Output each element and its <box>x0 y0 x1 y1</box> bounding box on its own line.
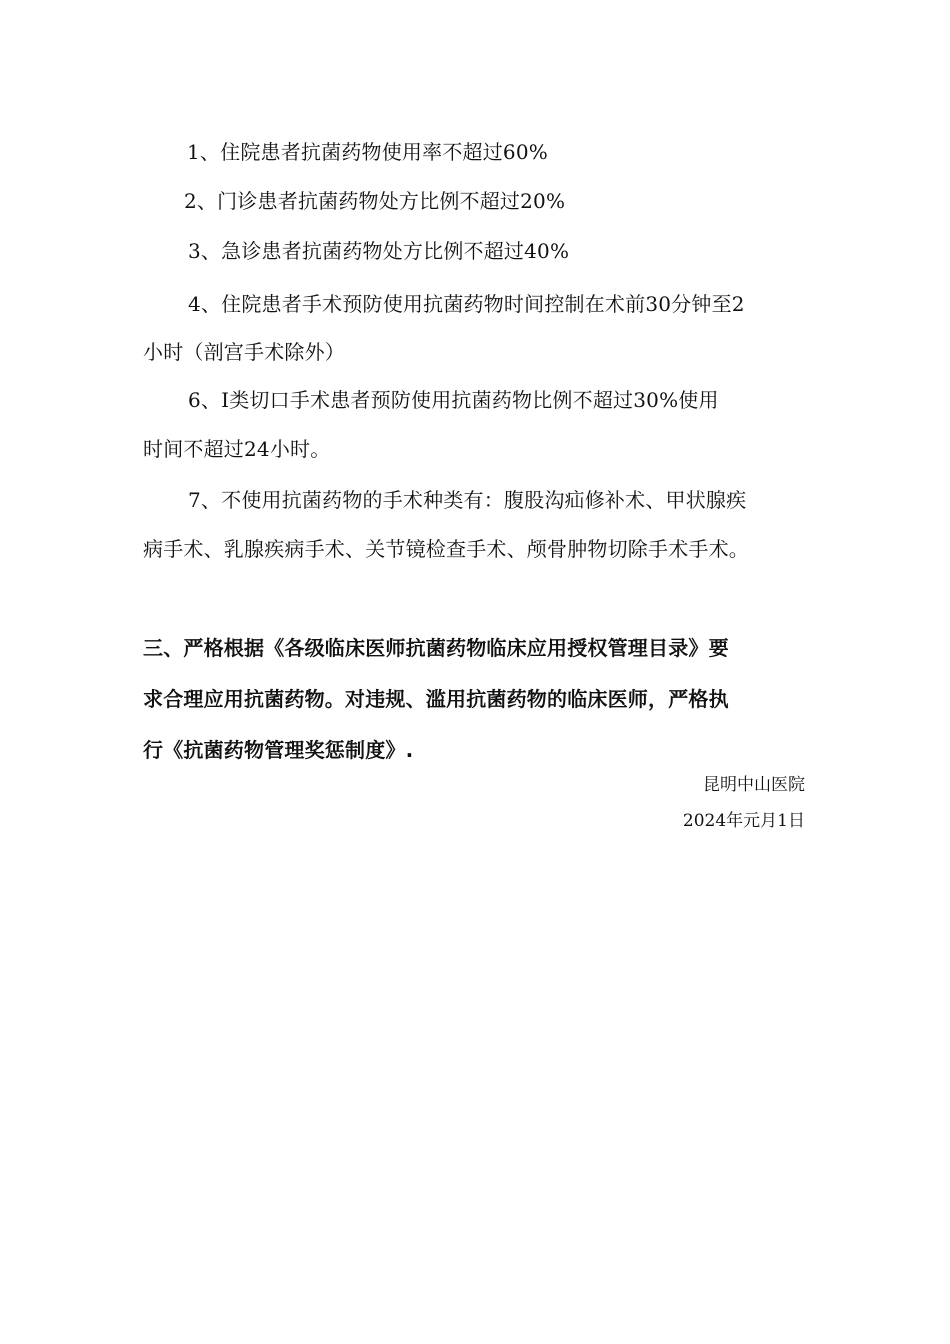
item-1: 1、住院患者抗菌药物使用率不超过60% <box>187 140 548 164</box>
item-4-line-2: 小时（剖宫手术除外） <box>143 340 345 364</box>
section-3-line-1: 三、严格根据《各级临床医师抗菌药物临床应用授权管理目录》要 <box>143 636 729 660</box>
item-4-line-1: 4、住院患者手术预防使用抗菌药物时间控制在术前30分钟至2 <box>188 292 745 316</box>
section-3-line-2: 求合理应用抗菌药物。对违规、滥用抗菌药物的临床医师，严格执 <box>143 687 729 711</box>
item-6-line-2: 时间不超过24小时。 <box>143 437 331 461</box>
item-6-line-1: 6、Ⅰ类切口手术患者预防使用抗菌药物比例不超过30%使用 <box>188 388 719 412</box>
item-7-line-2: 病手术、乳腺疾病手术、关节镜检查手术、颅骨肿物切除手术手术。 <box>143 537 749 561</box>
section-3-line-3: 行《抗菌药物管理奖惩制度》. <box>143 738 414 762</box>
item-2: 2、门诊患者抗菌药物处方比例不超过20% <box>184 189 566 213</box>
item-3: 3、急诊患者抗菌药物处方比例不超过40% <box>188 239 570 263</box>
item-7-line-1: 7、不使用抗菌药物的手术种类有：腹股沟疝修补术、甲状腺疾 <box>188 488 747 512</box>
signature-date: 2024年元月1日 <box>682 811 805 831</box>
signature-org: 昆明中山医院 <box>703 775 805 795</box>
